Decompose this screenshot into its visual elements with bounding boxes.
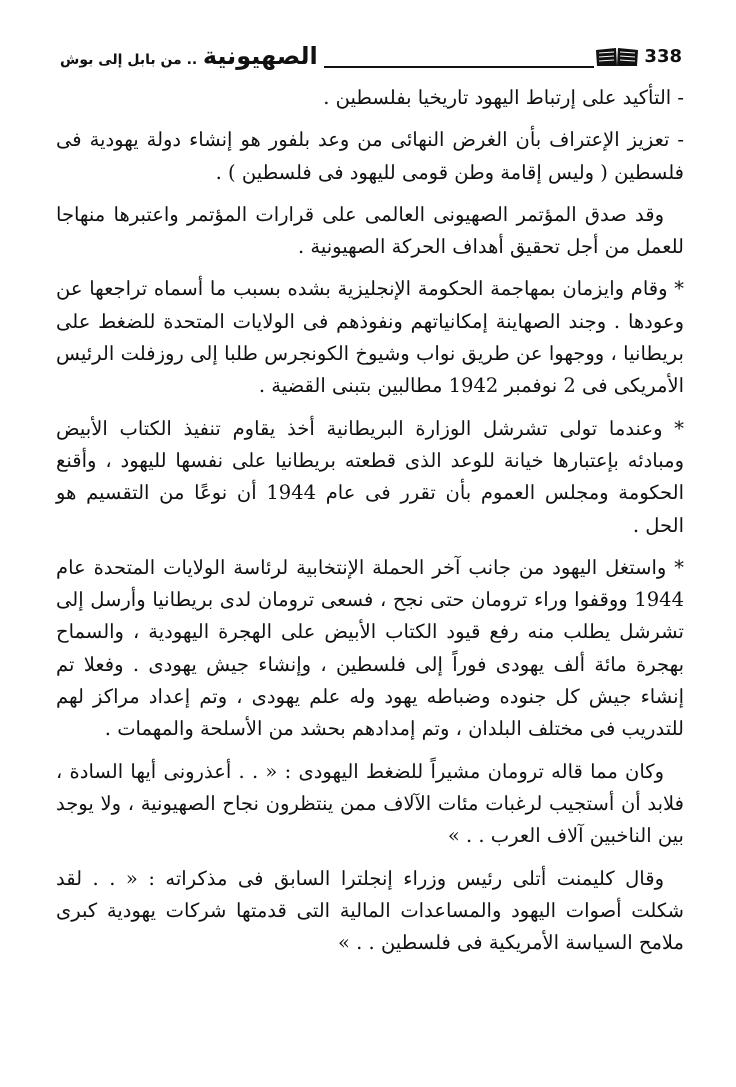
- paragraph-5: * وعندما تولى تشرشل الوزارة البريطانية أخذ يقاوم تنفيذ الكتاب الأبيض ومبادئه بإعتبارها خيانة للوعد الذى قطعته بريطانيا على نفسها لليهود ، وأقنع الحكومة ومجلس العموم بأن تقرر فى عام 1944 أن نوعًا من التقسيم هو الحل .: [56, 416, 684, 537]
- book-icon: [594, 46, 640, 68]
- paragraph-2: - تعزيز الإعتراف بأن الغرض النهائى من وعد بلفور هو إنشاء دولة يهودية فى فلسطين ( وليس إقامة وطن قومى لليهود فى فلسطين ) .: [56, 128, 684, 184]
- paragraph-7: وكان مما قاله ترومان مشيراً للضغط اليهودى : « . . أعذرونى أيها السادة ، فلابد أن أستجيب لرغبات مئات الآلاف ممن ينتظرون نجاح الصهيونية ، ولا يوجد بين الناخبين آلاف العرب . . »: [56, 759, 684, 848]
- page-header: [60, 40, 684, 74]
- paragraph-3: وقد صدق المؤتمر الصهيونى العالمى على قرارات المؤتمر واعتبرها منهاجا للعمل من أجل تحقيق أهداف الحركة الصهيونية .: [56, 202, 684, 259]
- page-number: 338: [644, 46, 682, 67]
- paragraph-8: وقال كليمنت أتلى رئيس وزراء إنجلترا السابق فى مذكراته : « . . لقد شكلت أصوات اليهود والمساعدات المالية التى قدمتها شركات يهودية كبرى ملامح السياسة الأمريكية فى فلسطين . . »: [56, 866, 684, 955]
- paragraph-1: - التأكيد على إرتباط اليهود تاريخيا بفلسطين .: [323, 86, 684, 109]
- book-title: [60, 42, 324, 70]
- paragraph-4: * وقام وايزمان بمهاجمة الحكومة الإنجليزية بشده بسبب ما أسماه تراجعها عن وعودها . وجند الصهاينة إمكانياتهم ونفوذهم فى الولايات المتحدة للضغط على بريطانيا ، ووجهوا عن طريق نواب وشيوخ الكونجرس طلبا إلى روزفلت الرئيس الأمريكى فى 2 نوفمبر 1942 مطالبين بتبنى القضية .: [56, 277, 684, 398]
- page-body: [56, 82, 684, 969]
- book-title-main: الصهيونية: [202, 42, 318, 70]
- paragraph-6: * واستغل اليهود من جانب آخر الحملة الإنتخابية لرئاسة الولايات المتحدة عام 1944 ووقفوا وراء ترومان حتى نجح ، فسعى ترومان لدى بريطانيا وأرسل إلى تشرشل يطلب منه رفع قيود الكتاب الأبيض على الهجرة اليهودية ، والسماح بهجرة مائة ألف يهودى فوراً إلى فلسطين ، وإنشاء جيش يهودى . وفعلا تم إنشاء جيش كل جنوده وضباطه يهود وله علم يهودى ، وتم إعداد مراكز لهم للتدريب فى مختلف البلدان ، وتم إمدادهم بحشد من الأسلحة والمهمات .: [56, 555, 684, 741]
- book-title-sub: .. من بابل إلى بوش: [60, 52, 198, 68]
